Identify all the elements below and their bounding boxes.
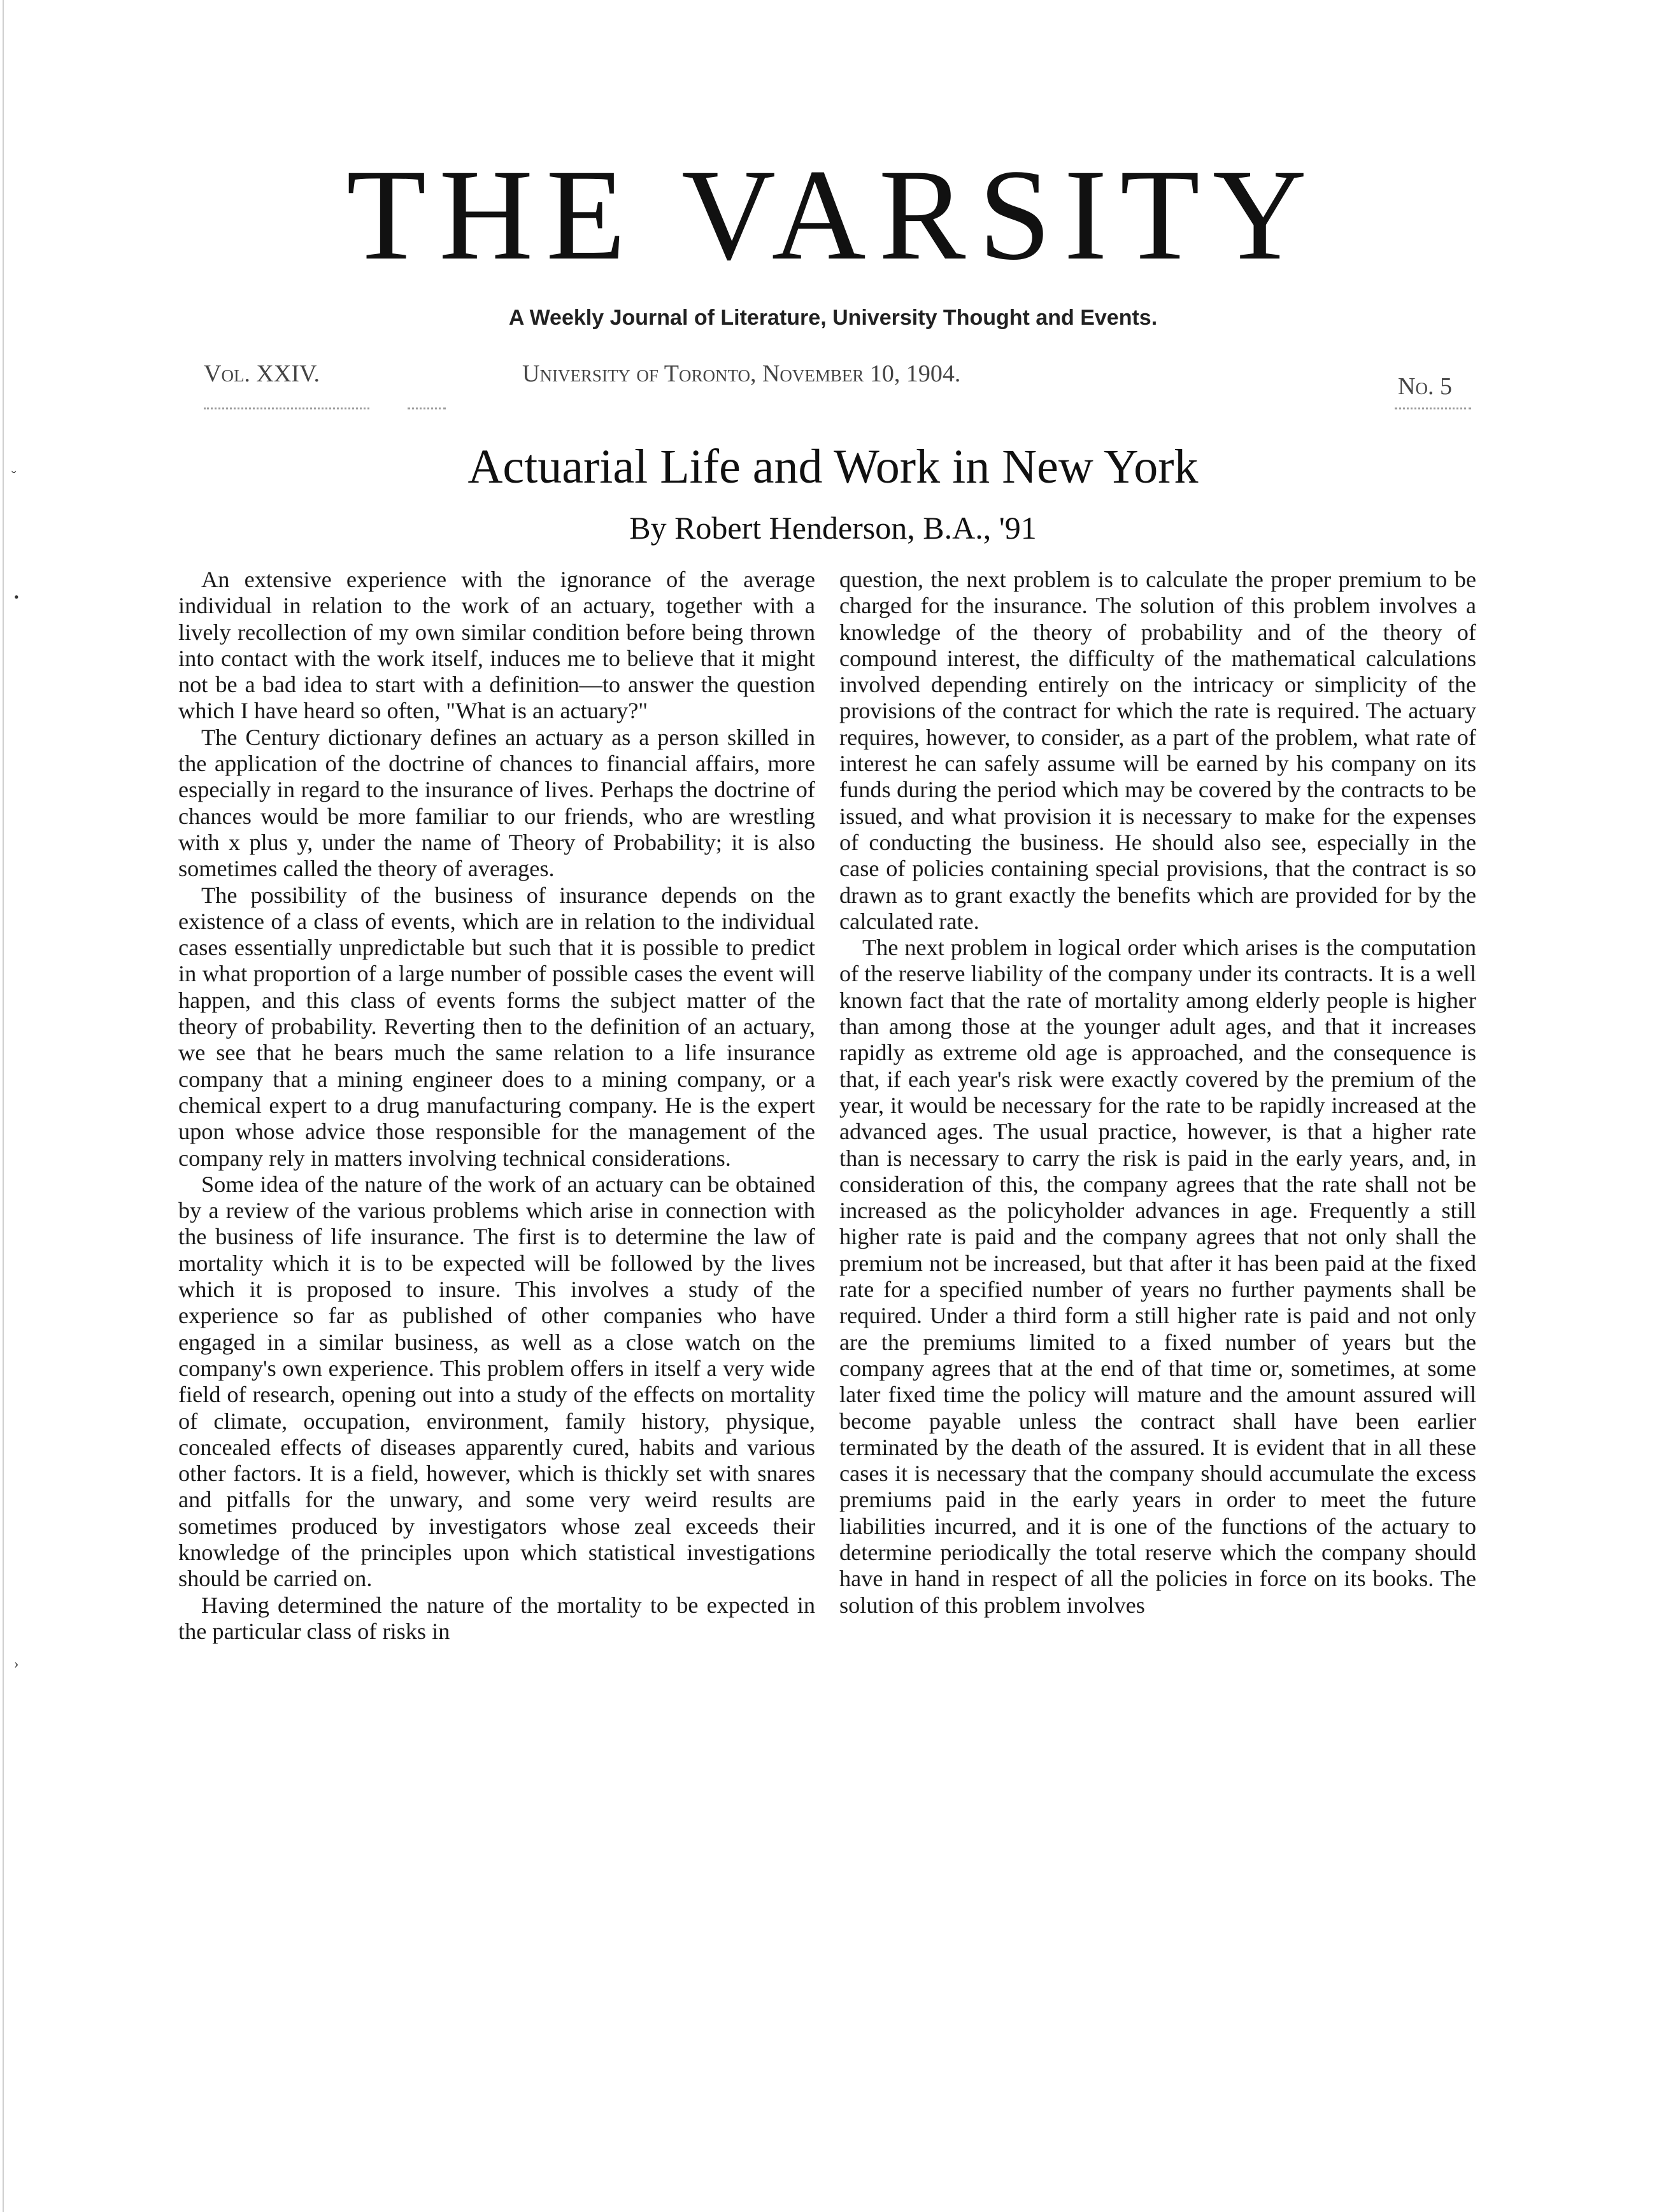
dateline: University of Toronto, November 10, 1904. — [522, 360, 961, 387]
paragraph: The possibility of the business of insurance depends on the existence of a class of events, which are in relation to the individual cases essentially unpredictable but such that it is possible to predict in what proportion of a large number of possible cases the event will happen, and this class of events forms the subject matter of the theory of probability. Reverting then to the definition of an actuary, we see that he bears much the same relation to a life insurance company that a mining engineer does to a mining company, or a chemical expert to a drug manufacturing company. He is the expert upon whose advice those responsible for the management of the company rely in matters involving technical considerations. — [178, 882, 815, 1171]
paragraph: Having determined the nature of the mortality to be expected in the particular class of risks in — [178, 1592, 815, 1644]
article-title: Actuarial Life and Work in New York — [467, 440, 1199, 493]
margin-mark: › — [14, 1655, 19, 1671]
dotted-rule-left — [204, 408, 369, 409]
article-column-right — [839, 567, 1476, 1619]
page-edge-shadow — [3, 0, 4, 2212]
masthead-subtitle: A Weekly Journal of Literature, University Thought and Events. — [508, 306, 1158, 330]
paragraph: The next problem in logical order which arises is the computation of the reserve liability of the company under its contracts. It is a well known fact that the rate of mortality among elderly people is higher than among those at the younger adult ages, and that it increases rapidly as extreme old age is approached, and the consequence is that, if each year's risk were exactly covered by the premium of the year, it would be necessary for the rate to be rapidly increased at the advanced ages. The usual practice, however, is that a higher rate than is necessary to carry the risk is paid in the early years, and, in consideration of this, the company agrees that the rate shall not be increased as the policyholder advances in age. Frequently a still higher rate is paid and the company agrees that not only shall the premium not be increased, but that after it has been paid at the fixed rate for a specified number of years no further payments shall be required. Under a third form a still higher rate is paid and not only are the premiums limited to a fixed number of years but the company agrees that at the end of that time or, sometimes, at some later fixed time the policy will mature and the amount assured will become payable unless the contract shall have been earlier terminated by the death of the assured. It is evident that in all these cases it is necessary that the company should accumulate the excess premiums paid in the early years in order to meet the future liabilities incurred, and it is one of the functions of the actuary to determine periodically the total reserve which the company should have in hand in respect of all the policies in force on its books. The solution of this problem involves — [839, 935, 1476, 1618]
dotted-rule-right — [1395, 408, 1471, 409]
volume-label: Vol. XXIV. — [204, 360, 320, 387]
dotted-rule-mid — [408, 408, 446, 409]
paragraph: The Century dictionary defines an actuary as a person skilled in the application of the doctrine of chances to financial affairs, more especially in regard to the insurance of lives. Perhaps the doctrine of chances would be more familiar to our friends, who are wrestling with x plus y, under the name of Theory of Probability; it is also sometimes called the theory of averages. — [178, 724, 815, 882]
margin-mark: ˇ — [11, 468, 17, 484]
paragraph: Some idea of the nature of the work of an actuary can be obtained by a review of the various problems which arise in connection with the business of life insurance. The first is to determine the law of mortality which it is to be expected will be followed by the lives which it is proposed to insure. This involves a study of the experience so far as published of other companies who have engaged in a similar business, as well as a close watch on the company's own experience. This problem offers in itself a very wide field of research, opening out into a study of the effects on mortality of climate, occupation, environment, family history, physique, concealed effects of diseases apparently cured, habits and various other factors. It is a field, however, which is thickly set with snares and pitfalls for the unwary, and some very weird results are sometimes produced by investigators whose zeal exceeds their knowledge of the principles upon which statistical investigations should be carried on. — [178, 1171, 815, 1592]
margin-mark: • — [14, 589, 19, 605]
masthead-title: THE VARSITY — [346, 143, 1320, 287]
paragraph: An extensive experience with the ignorance of the average individual in relation to the work of an actuary, together with a lively recollection of my own similar condition before being thrown into contact with the work itself, induces me to believe that it might not be a bad idea to start with a definition—to answer the question which I have heard so often, "What is an actuary?" — [178, 567, 815, 724]
article-column-left — [178, 567, 815, 1645]
paragraph-continuation: question, the next problem is to calculate the proper premium to be charged for the insurance. The solution of this problem involves a knowledge of the theory of probability and of the theory of compound interest, the difficulty of the mathematical calculations involved depending entirely on the intricacy or simplicity of the provisions of the contract for which the rate is required. The actuary requires, however, to consider, as a part of the problem, what rate of interest he can safely assume will be earned by his company on its funds during the period which may be covered by the contracts to be issued, and what provision it is necessary to make for the expenses of conducting the business. He should also see, especially in the case of policies containing special provisions, that the contract is so drawn as to grant exactly the benefits which are provided for by the calculated rate. — [839, 567, 1476, 934]
issue-number: No. 5 — [1398, 373, 1452, 400]
article-byline: By Robert Henderson, B.A., '91 — [629, 510, 1037, 546]
